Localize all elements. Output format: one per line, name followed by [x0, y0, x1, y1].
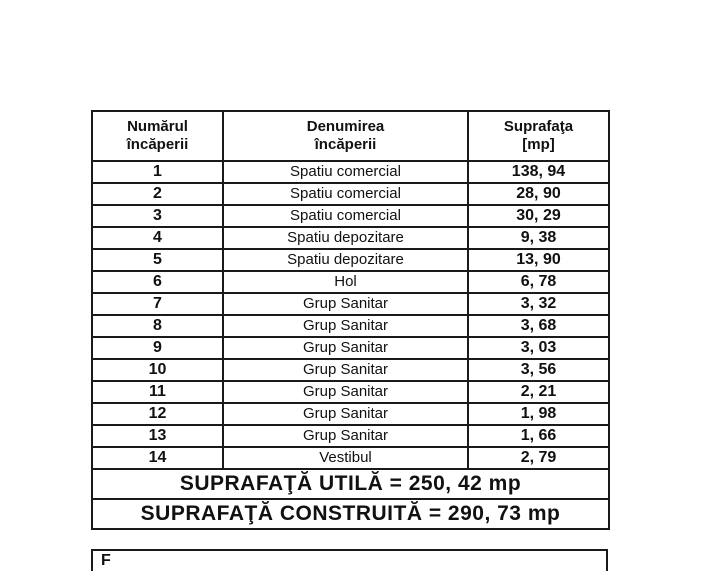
table-row — [92, 447, 609, 469]
room-name: Grup Sanitar — [223, 293, 468, 315]
table-row — [92, 249, 609, 271]
room-number: 7 — [92, 293, 223, 315]
room-area: 1, 66 — [468, 425, 609, 447]
total-built-area — [92, 499, 609, 529]
room-number: 11 — [92, 381, 223, 403]
table-row — [92, 425, 609, 447]
header-room-number — [92, 111, 223, 161]
room-area: 9, 38 — [468, 227, 609, 249]
room-name: Grup Sanitar — [223, 315, 468, 337]
header-room-name-line1: Denumirea — [306, 118, 385, 135]
room-number: 4 — [92, 227, 223, 249]
room-name: Grup Sanitar — [223, 403, 468, 425]
total-useful-row — [92, 469, 609, 499]
room-area: 6, 78 — [468, 271, 609, 293]
room-area: 2, 21 — [468, 381, 609, 403]
total-useful-area — [92, 469, 609, 499]
room-area: 28, 90 — [468, 183, 609, 205]
room-area: 3, 56 — [468, 359, 609, 381]
header-room-name — [223, 111, 468, 161]
room-area: 138, 94 — [468, 161, 609, 183]
room-area: 2, 79 — [468, 447, 609, 469]
table-row — [92, 161, 609, 183]
room-name: Spatiu comercial — [223, 183, 468, 205]
room-name: Spatiu depozitare — [223, 227, 468, 249]
room-number: 12 — [92, 403, 223, 425]
total-useful-text: SUPRAFAŢĂ UTILĂ = 250, 42 mp — [179, 472, 522, 495]
header-room-number-line2: încăperii — [126, 136, 189, 153]
table-header-row — [92, 111, 609, 161]
room-area: 1, 98 — [468, 403, 609, 425]
table-row — [92, 293, 609, 315]
room-name: Hol — [223, 271, 468, 293]
header-area-line1: Suprafaţa — [503, 118, 574, 135]
table-row — [92, 403, 609, 425]
table-row — [92, 271, 609, 293]
room-name: Grup Sanitar — [223, 381, 468, 403]
room-area: 3, 68 — [468, 315, 609, 337]
table-row — [92, 359, 609, 381]
room-name: Grup Sanitar — [223, 337, 468, 359]
room-area: 3, 32 — [468, 293, 609, 315]
header-room-number-line1: Numărul — [127, 118, 188, 135]
room-name: Spatiu comercial — [223, 161, 468, 183]
table-row — [92, 183, 609, 205]
room-number: 3 — [92, 205, 223, 227]
room-number: 2 — [92, 183, 223, 205]
room-number: 1 — [92, 161, 223, 183]
room-name: Spatiu comercial — [223, 205, 468, 227]
room-name: Grup Sanitar — [223, 359, 468, 381]
table-row — [92, 227, 609, 249]
header-room-name-line2: încăperii — [314, 136, 377, 153]
room-number: 8 — [92, 315, 223, 337]
room-number: 6 — [92, 271, 223, 293]
room-number: 5 — [92, 249, 223, 271]
table-row — [92, 205, 609, 227]
room-area: 3, 03 — [468, 337, 609, 359]
room-name: Spatiu depozitare — [223, 249, 468, 271]
header-area — [468, 111, 609, 161]
room-area: 13, 90 — [468, 249, 609, 271]
room-number: 10 — [92, 359, 223, 381]
room-number: 13 — [92, 425, 223, 447]
room-number: 9 — [92, 337, 223, 359]
cut-off-text: F — [101, 552, 111, 569]
room-area: 30, 29 — [468, 205, 609, 227]
table-row — [92, 337, 609, 359]
next-section-box — [91, 549, 608, 571]
rooms-table — [91, 110, 610, 530]
table-row — [92, 381, 609, 403]
room-name: Vestibul — [223, 447, 468, 469]
room-number: 14 — [92, 447, 223, 469]
total-built-text: SUPRAFAŢĂ CONSTRUITĂ = 290, 73 mp — [140, 502, 561, 525]
room-name: Grup Sanitar — [223, 425, 468, 447]
table-row — [92, 315, 609, 337]
header-area-line2: [mp] — [522, 136, 555, 153]
total-built-row — [92, 499, 609, 529]
